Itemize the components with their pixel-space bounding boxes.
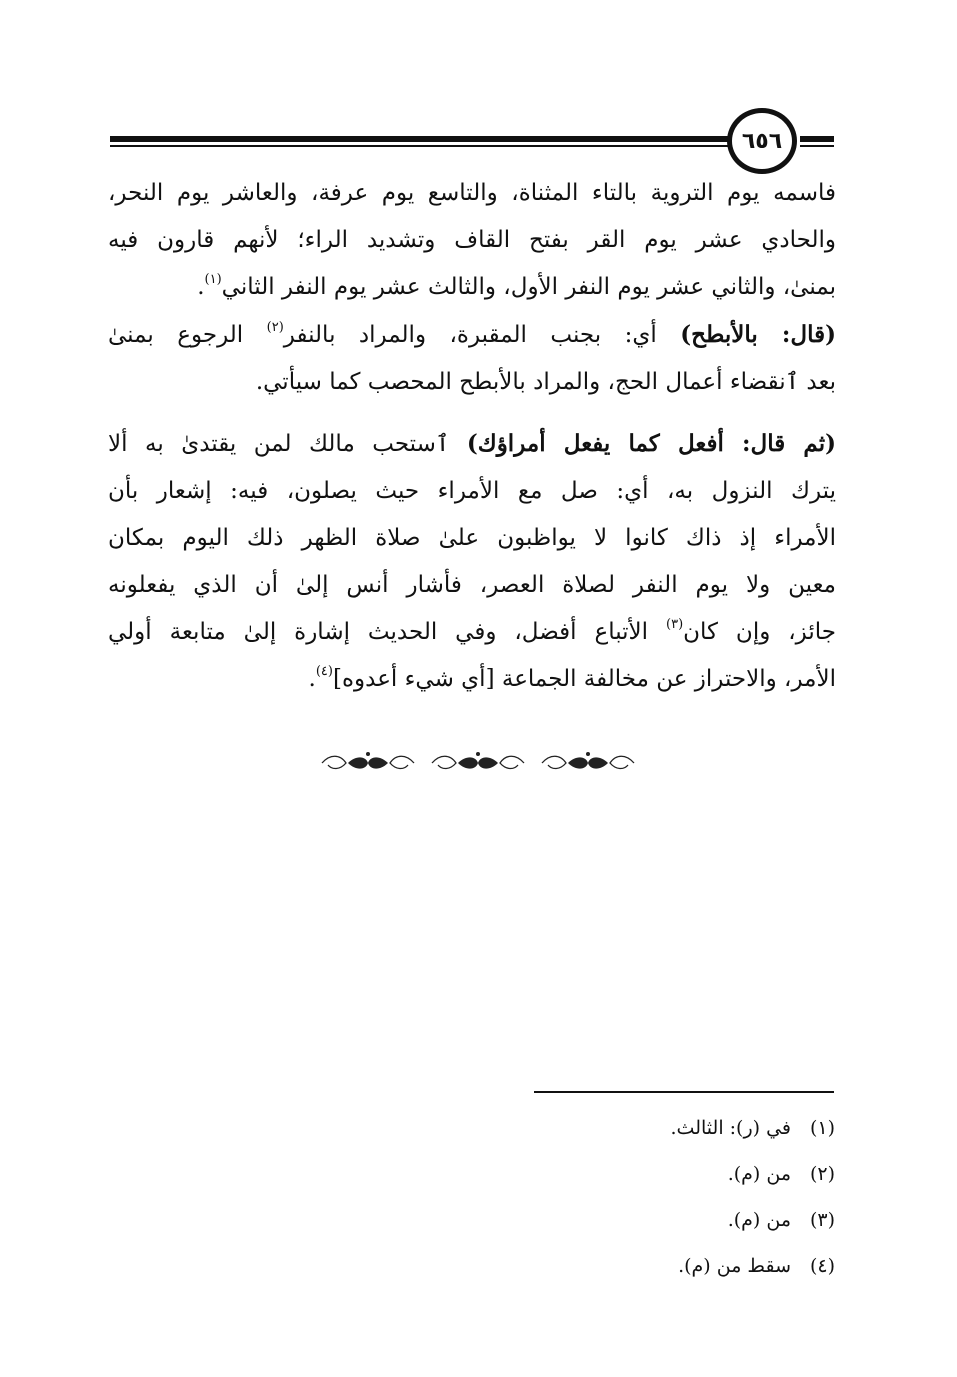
- text-line: [108, 420, 836, 468]
- text-line: بعد ٱنقضاء أعمال الحج، والمراد بالأبطح المحصب كما سيأتي.: [255, 369, 836, 395]
- line-text: الأمر، والاحتراز عن مخالفة الجماعة [أي شيء أعدوه]: [332, 666, 836, 692]
- footnote-number: (٣): [809, 1209, 835, 1231]
- text-line: والحادي عشر يوم القر بفتح القاف وتشديد الراء؛ لأنهم قارون فيه: [108, 227, 836, 253]
- floral-divider-icon: [538, 750, 638, 776]
- paragraph-2: [108, 420, 836, 703]
- text-line: يترك النزول به، أي: صل مع الأمراء حيث يصلون، فيه: إشعار بأن: [108, 478, 836, 504]
- paragraph-1: [108, 170, 836, 406]
- floral-divider-icon: [428, 750, 528, 776]
- text-line: فاسمه يوم التروية بالتاء المثناة، والتاسع يوم عرفة، والعاشر يوم النحر،: [108, 180, 836, 206]
- footnote-item: [500, 1197, 835, 1243]
- text-line: [108, 264, 836, 311]
- header-rule-right: [800, 133, 834, 153]
- text-line: [108, 609, 836, 656]
- footnote-text: سقط من (م).: [678, 1255, 791, 1277]
- footnote-number: (٢): [809, 1163, 835, 1185]
- text-line: الأمراء إذ ذاك كانوا لا يواظبون علىٰ صلاة الظهر ذلك اليوم بمكان: [108, 525, 836, 551]
- footnote-text: من (م).: [727, 1209, 791, 1231]
- floral-divider-icon: [318, 750, 638, 776]
- footnote-item: [500, 1105, 835, 1151]
- page-number: ٦٥٦: [727, 108, 797, 174]
- quoted-heading: (ثم قال: أفعل كما يفعل أمراؤك): [466, 430, 836, 457]
- line-text: بمنىٰ، والثاني عشر يوم النفر الأول، والثالث عشر يوم النفر الثاني: [221, 274, 836, 300]
- footnote-ref[interactable]: (٣): [666, 617, 684, 633]
- line-text: جائز، وإن كان: [683, 619, 836, 645]
- text-line: [108, 656, 836, 703]
- footnote-separator: [534, 1091, 834, 1093]
- footnote-ref[interactable]: (١): [204, 272, 222, 288]
- main-text: [108, 170, 836, 703]
- text-line: معين ولا يوم النفر لصلاة العصر، فأشار أنس إلىٰ أن الذي يفعلونه: [108, 572, 836, 598]
- footnote-ref[interactable]: (٢): [266, 320, 284, 336]
- line-end: .: [308, 666, 316, 692]
- footnote-item: [500, 1151, 835, 1197]
- text-line: [108, 311, 836, 359]
- quoted-heading: (قال: بالأبطح): [680, 321, 836, 348]
- footnotes: [500, 1105, 835, 1289]
- line-text: ٱستحب مالك لمن يقتدىٰ به ألا: [108, 431, 467, 457]
- footnote-number: (٤): [809, 1255, 835, 1277]
- floral-divider-icon: [318, 750, 418, 776]
- line-end: الأتباع أفضل، وفي الحديث إشارة إلىٰ متابعة أولي: [108, 619, 666, 645]
- footnote-text: في (ر): الثالث.: [670, 1117, 791, 1139]
- footnote-ref[interactable]: (٤): [315, 664, 333, 680]
- line-end: الرجوع بمنىٰ: [108, 322, 267, 348]
- footnote-number: (١): [809, 1117, 835, 1139]
- footnote-text: من (م).: [727, 1163, 791, 1185]
- footnote-item: [500, 1243, 835, 1289]
- line-text: أي: بجنب المقبرة، والمراد بالنفر: [283, 322, 681, 348]
- line-end: .: [197, 274, 205, 300]
- header-rule: [110, 133, 728, 153]
